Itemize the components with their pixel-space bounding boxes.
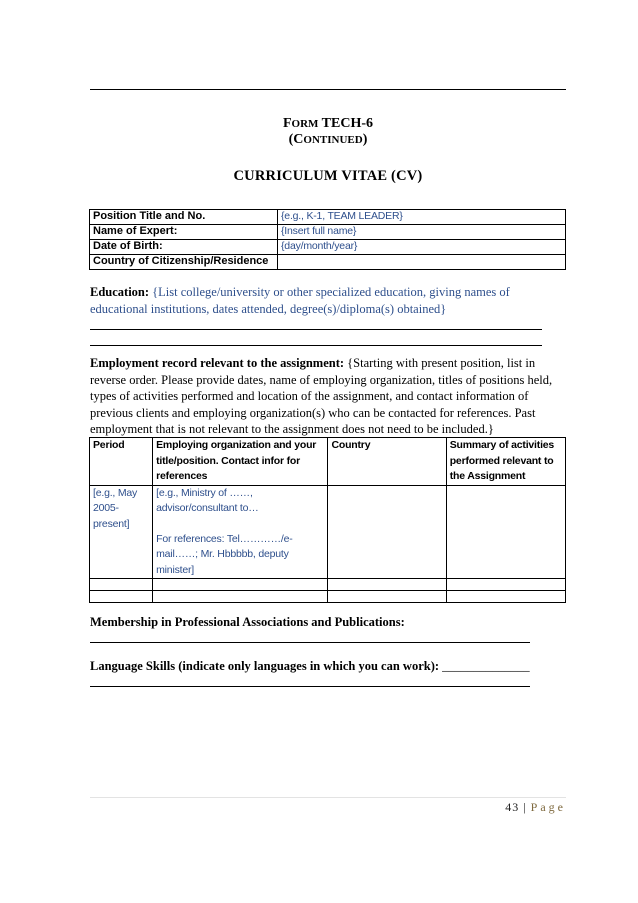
organization-cell[interactable] [153,591,328,603]
header-rule [90,89,566,90]
employment-instructions: {Starting with present position, list in reverse order. Please provide dates, name of employing organization, titles of positions held, types of activities performed and location of the assignment, and contact information of previous clients and employing organization(s) who can be contacted for references. Past employment that is not relevant to the assignment does not need to be included.} [90,356,553,436]
page-number: 43 [505,800,520,814]
organization-cell[interactable] [153,579,328,591]
form-subtitle: (CONTINUED) [288,132,368,147]
position-label: Position Title and No. [90,210,278,225]
summary-cell[interactable] [446,485,565,579]
page-footer [505,800,566,815]
employment-header-row [90,438,566,486]
info-row-position [90,210,566,225]
employment-label: Employment record relevant to the assignment: [90,356,345,370]
table-row [90,579,566,591]
language-label: Language Skills (indicate only languages in which you can work): [90,659,440,673]
position-value[interactable]: {e.g., K-1, TEAM LEADER} [278,210,566,225]
info-row-dob [90,240,566,255]
country-cell[interactable] [328,579,446,591]
education-instructions: {List college/university or other specialized education, giving names of educational institutions, dates attended, degree(s)/diploma(s) obtained} [90,285,510,316]
language-section [90,658,568,675]
language-blank-line[interactable] [90,686,530,687]
summary-header: Summary of activities performed relevant to the Assignment [446,438,565,486]
period-cell[interactable] [90,579,153,591]
name-value[interactable]: {Insert full name} [278,225,566,240]
employment-section [90,355,568,438]
education-section [90,284,568,317]
country-header: Country [328,438,446,486]
summary-cell[interactable] [446,579,565,591]
table-row [90,591,566,603]
form-title: FORM TECH-6 [282,116,374,131]
membership-blank-line[interactable] [90,642,530,643]
citizenship-label: Country of Citizenship/Residence [90,255,278,270]
organization-cell[interactable] [153,485,328,579]
language-blank[interactable]: ______________ [442,659,530,673]
footer-separator: | [523,800,527,814]
references-line: For references: Tel…………/e-mail……; Mr. Hbbbbb, deputy minister] [156,532,293,576]
page-label: Page [530,800,566,814]
employment-table [89,437,566,603]
education-blank-line-1[interactable] [90,329,542,330]
country-cell[interactable] [328,591,446,603]
membership-label: Membership in Professional Associations and Publications: [90,615,405,629]
country-cell[interactable] [328,485,446,579]
dob-value[interactable]: {day/month/year} [278,240,566,255]
period-cell[interactable] [90,591,153,603]
period-cell[interactable]: [e.g., May 2005-present] [90,485,153,579]
name-label: Name of Expert: [90,225,278,240]
education-blank-line-2[interactable] [90,345,542,346]
info-row-name [90,225,566,240]
organization-line: [e.g., Ministry of ……, advisor/consultant to… [156,486,259,514]
education-label: Education: [90,285,150,299]
table-row [90,485,566,579]
period-header: Period [90,438,153,486]
cv-title: CURRICULUM VITAE (CV) [233,168,423,184]
dob-label: Date of Birth: [90,240,278,255]
spacer [156,517,324,532]
expert-info-table [89,209,566,270]
citizenship-value[interactable] [278,255,566,270]
footer-rule [90,797,566,798]
organization-header: Employing organization and your title/position. Contact infor for references [153,438,328,486]
summary-cell[interactable] [446,591,565,603]
info-row-citizenship [90,255,566,270]
